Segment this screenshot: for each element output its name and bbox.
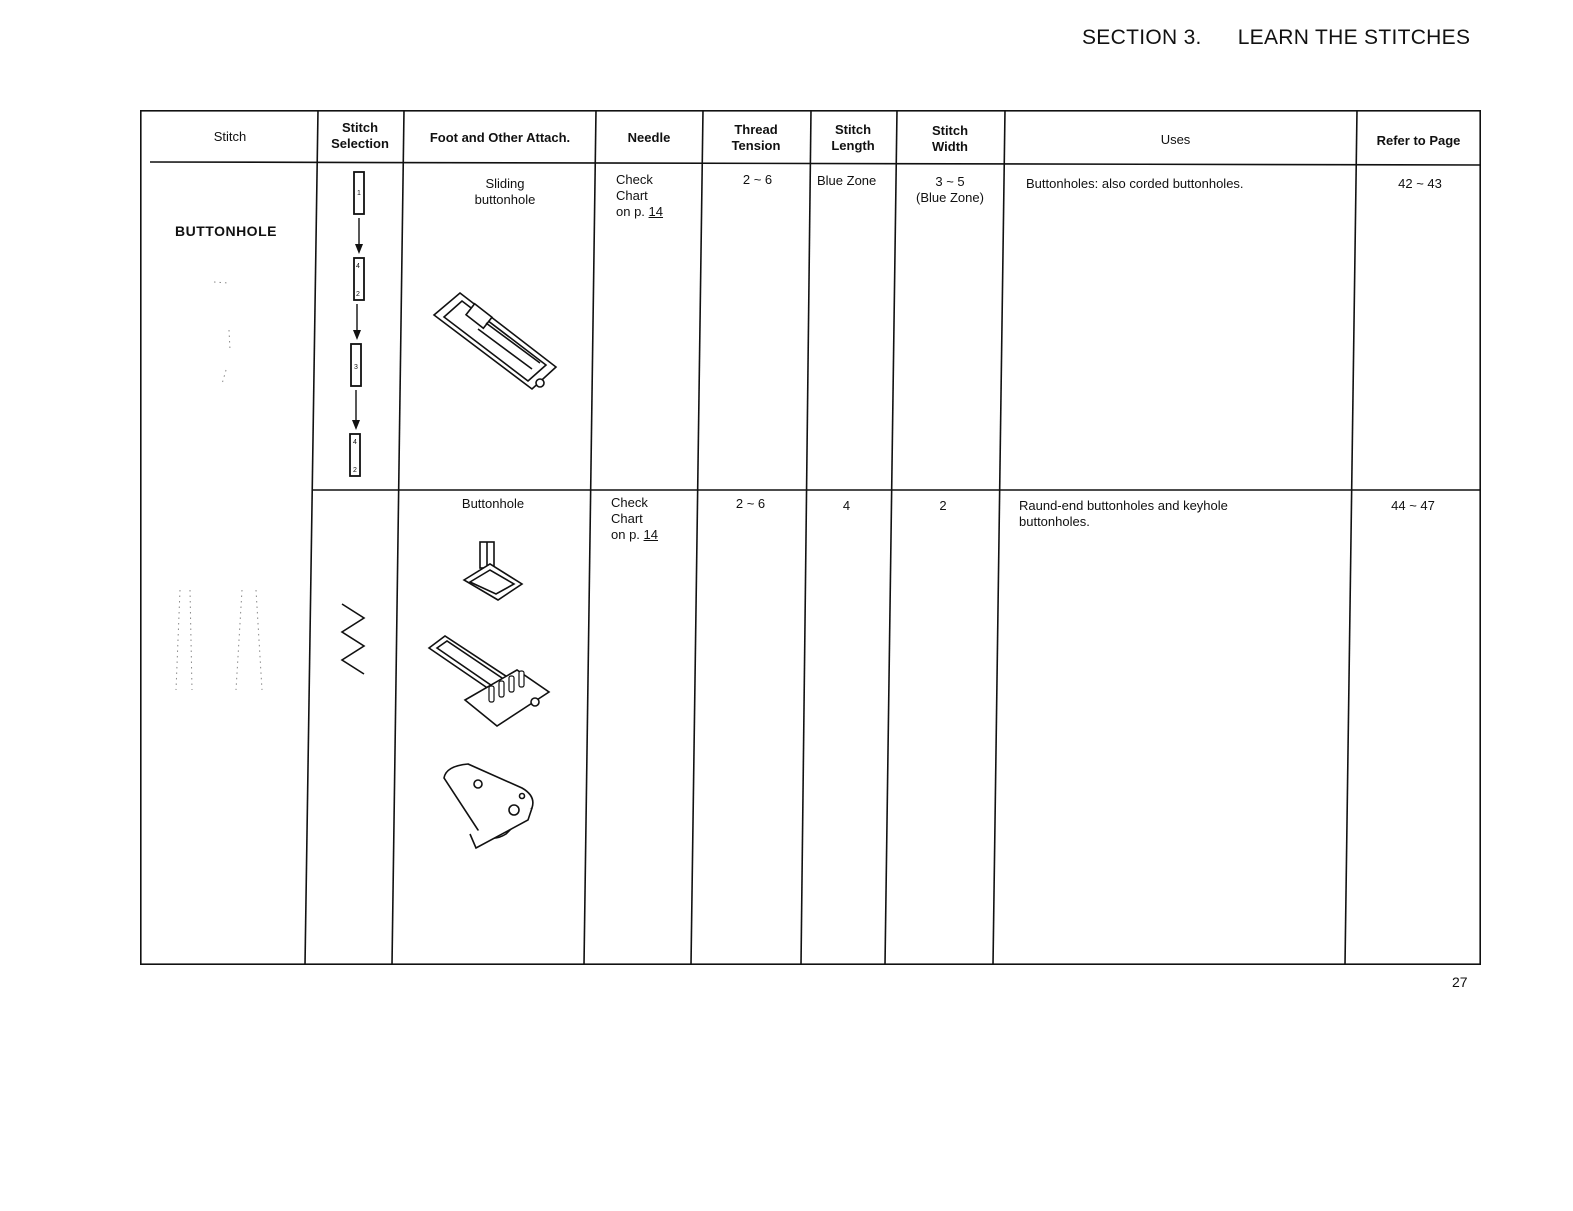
row2-needle-line2: Chart	[611, 511, 643, 526]
header-refer-to-page: Refer to Page	[1376, 133, 1461, 148]
header-stitch-width	[900, 123, 1000, 155]
selection-label-1: 1	[357, 190, 361, 197]
header-stitch-width-line1: Stitch	[931, 123, 969, 138]
header-stitch-width-line2: Width	[932, 139, 968, 154]
header-stitch: Stitch	[213, 129, 247, 144]
buttonhole-foot-illustration	[456, 538, 536, 610]
stitch-name: BUTTONHOLE	[175, 223, 277, 239]
buttonhole-guide-plate-illustration	[436, 760, 546, 860]
header-stitch-length-line1: Stitch	[834, 122, 872, 137]
row2-foot: Buttonhole	[461, 496, 525, 511]
stitch-table	[140, 110, 1481, 965]
selection-label-3: 3	[354, 364, 358, 371]
section-title	[1082, 26, 1470, 50]
page-number: 27	[1452, 974, 1468, 990]
row2-width: 2	[939, 498, 947, 513]
header-stitch-selection	[317, 120, 403, 152]
row1-length: Blue Zone	[817, 173, 877, 188]
selection-label-2a: 2	[356, 291, 360, 298]
row1-needle-onp: on p.	[616, 204, 645, 219]
row1-page: 42 ~ 43	[1398, 176, 1442, 191]
row1-needle	[616, 172, 696, 220]
row1-needle-line1: Check	[616, 172, 653, 187]
row1-foot-line2: buttonhole	[474, 192, 536, 207]
buttonhole-stitch-sample	[170, 270, 290, 710]
row1-uses: Buttonholes: also corded buttonholes.	[1026, 176, 1244, 191]
header-uses: Uses	[1160, 132, 1191, 147]
header-stitch-selection-line1: Stitch	[341, 120, 379, 135]
row2-needle	[611, 495, 691, 543]
header-thread-tension-line2: Tension	[731, 138, 781, 153]
section-number: SECTION 3.	[1082, 26, 1202, 49]
header-needle: Needle	[627, 130, 671, 145]
header-stitch-length	[812, 122, 894, 154]
zigzag-stitch-icon	[336, 600, 376, 680]
row1-width-line1: 3 ~ 5	[935, 174, 965, 189]
row2-needle-onp: on p.	[611, 527, 640, 542]
row1-width-line2: (Blue Zone)	[916, 190, 984, 205]
buttonhole-template-illustration	[425, 630, 555, 740]
row2-needle-line1: Check	[611, 495, 648, 510]
row1-tension: 2 ~ 6	[742, 172, 773, 187]
stitch-selection-sequence	[335, 168, 395, 488]
row1-needle-page-link: 14	[648, 204, 664, 219]
row2-uses: Raund-end buttonholes and keyhole buttonholes.	[1019, 498, 1228, 529]
selection-label-4a: 4	[356, 263, 360, 270]
header-thread-tension-line1: Thread	[734, 122, 778, 137]
header-stitch-length-line2: Length	[831, 138, 875, 153]
selection-label-2b: 2	[353, 467, 357, 474]
sliding-buttonhole-foot-illustration	[428, 285, 568, 395]
row1-width	[900, 174, 1000, 206]
row1-needle-line3	[616, 204, 696, 220]
header-stitch-selection-line2: Selection	[331, 136, 389, 151]
row2-needle-line3	[611, 527, 691, 543]
header-thread-tension	[706, 122, 806, 154]
header-foot: Foot and Other Attach.	[429, 130, 571, 145]
selection-label-4b: 4	[353, 439, 357, 446]
row2-needle-page-link: 14	[643, 527, 659, 542]
row1-foot	[450, 176, 560, 208]
row2-tension: 2 ~ 6	[735, 496, 766, 511]
row1-foot-line1: Sliding	[485, 176, 525, 191]
row2-page: 44 ~ 47	[1391, 498, 1435, 513]
row2-length: 4	[842, 498, 851, 513]
section-name: LEARN THE STITCHES	[1237, 26, 1471, 49]
row1-needle-line2: Chart	[616, 188, 648, 203]
